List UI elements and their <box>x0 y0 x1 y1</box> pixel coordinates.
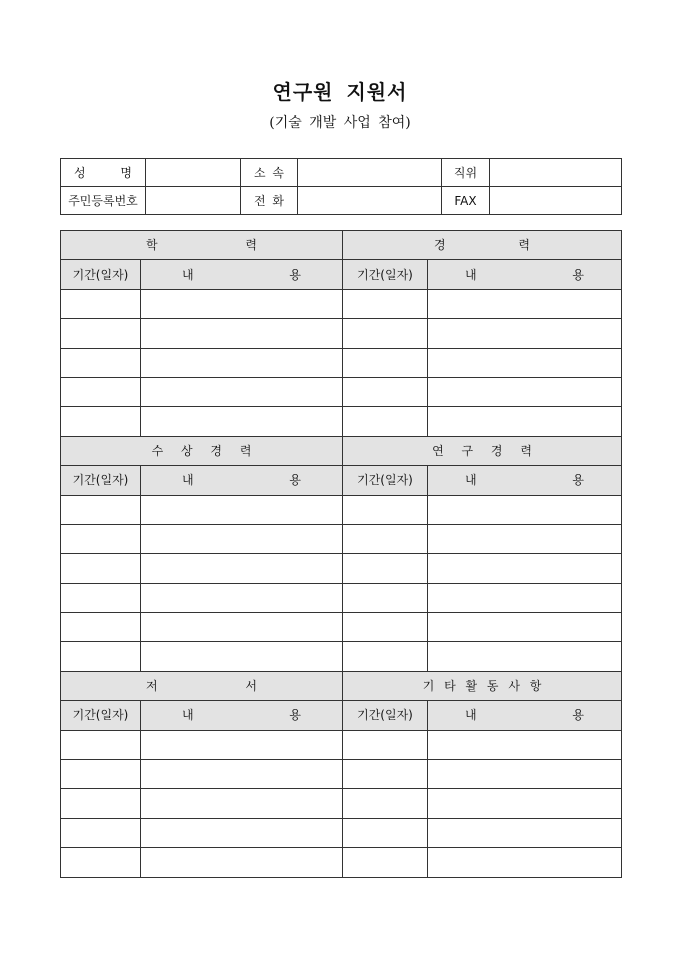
research-content-cell[interactable] <box>428 554 622 583</box>
other-activities-content-cell[interactable] <box>428 818 622 847</box>
career-content-cell[interactable] <box>428 289 622 318</box>
content-column-header: 내 용 <box>141 260 343 289</box>
table-row <box>61 407 622 436</box>
awards-period-cell[interactable] <box>61 554 141 583</box>
section-header-row <box>61 671 622 700</box>
awards-period-cell[interactable] <box>61 524 141 553</box>
position-label: 직위 <box>442 159 490 187</box>
publications-content-cell[interactable] <box>141 848 343 877</box>
table-row <box>61 760 622 789</box>
table-row <box>61 818 622 847</box>
career-content-cell[interactable] <box>428 319 622 348</box>
column-header-row <box>61 466 622 495</box>
education-content-cell[interactable] <box>141 289 343 318</box>
other-activities-period-cell[interactable] <box>343 760 428 789</box>
resident-id-field[interactable] <box>146 187 241 215</box>
awards-section-title: 수 상 경 력 <box>61 436 343 465</box>
table-row <box>61 524 622 553</box>
awards-content-cell[interactable] <box>141 495 343 524</box>
position-field[interactable] <box>490 159 622 187</box>
research-content-cell[interactable] <box>428 524 622 553</box>
publications-period-cell[interactable] <box>61 730 141 759</box>
publications-section-title: 저 서 <box>61 671 343 700</box>
research-content-cell[interactable] <box>428 613 622 642</box>
education-period-cell[interactable] <box>61 377 141 406</box>
table-row <box>61 642 622 671</box>
other-activities-content-cell[interactable] <box>428 848 622 877</box>
education-section-title: 학 력 <box>61 231 343 260</box>
other-activities-period-cell[interactable] <box>343 848 428 877</box>
column-header-row <box>61 260 622 289</box>
education-period-cell[interactable] <box>61 348 141 377</box>
period-column-header: 기간(일자) <box>343 466 428 495</box>
publications-period-cell[interactable] <box>61 848 141 877</box>
career-section-title: 경 력 <box>343 231 622 260</box>
education-content-cell[interactable] <box>141 348 343 377</box>
period-column-header: 기간(일자) <box>343 701 428 730</box>
research-section-title: 연 구 경 력 <box>343 436 622 465</box>
career-content-cell[interactable] <box>428 377 622 406</box>
table-row <box>61 789 622 818</box>
research-period-cell[interactable] <box>343 642 428 671</box>
career-period-cell[interactable] <box>343 377 428 406</box>
education-period-cell[interactable] <box>61 319 141 348</box>
research-period-cell[interactable] <box>343 613 428 642</box>
column-header-row <box>61 701 622 730</box>
research-period-cell[interactable] <box>343 554 428 583</box>
content-column-header: 내 용 <box>428 466 622 495</box>
career-content-cell[interactable] <box>428 348 622 377</box>
awards-period-cell[interactable] <box>61 642 141 671</box>
content-column-header: 내 용 <box>428 701 622 730</box>
resident-id-label: 주민등록번호 <box>61 187 146 215</box>
publications-content-cell[interactable] <box>141 789 343 818</box>
publications-period-cell[interactable] <box>61 818 141 847</box>
career-period-cell[interactable] <box>343 348 428 377</box>
info-row <box>61 159 622 187</box>
awards-content-cell[interactable] <box>141 583 343 612</box>
research-period-cell[interactable] <box>343 583 428 612</box>
other-activities-content-cell[interactable] <box>428 789 622 818</box>
education-period-cell[interactable] <box>61 289 141 318</box>
research-content-cell[interactable] <box>428 583 622 612</box>
other-activities-period-cell[interactable] <box>343 730 428 759</box>
table-row <box>61 848 622 877</box>
research-content-cell[interactable] <box>428 495 622 524</box>
table-row <box>61 348 622 377</box>
affiliation-label: 소 속 <box>241 159 298 187</box>
education-content-cell[interactable] <box>141 407 343 436</box>
awards-content-cell[interactable] <box>141 524 343 553</box>
publications-content-cell[interactable] <box>141 760 343 789</box>
awards-period-cell[interactable] <box>61 495 141 524</box>
fax-label: FAX <box>442 187 490 215</box>
other-activities-period-cell[interactable] <box>343 789 428 818</box>
period-column-header: 기간(일자) <box>343 260 428 289</box>
awards-period-cell[interactable] <box>61 613 141 642</box>
table-row <box>61 554 622 583</box>
applicant-info-table <box>60 158 622 215</box>
content-column-header: 내 용 <box>428 260 622 289</box>
publications-content-cell[interactable] <box>141 818 343 847</box>
table-row <box>61 583 622 612</box>
period-column-header: 기간(일자) <box>61 466 141 495</box>
awards-period-cell[interactable] <box>61 583 141 612</box>
fax-field[interactable] <box>490 187 622 215</box>
affiliation-field[interactable] <box>298 159 442 187</box>
awards-content-cell[interactable] <box>141 642 343 671</box>
other-activities-content-cell[interactable] <box>428 760 622 789</box>
content-column-header: 내 용 <box>141 701 343 730</box>
period-column-header: 기간(일자) <box>61 701 141 730</box>
table-row <box>61 613 622 642</box>
info-row <box>61 187 622 215</box>
publications-content-cell[interactable] <box>141 730 343 759</box>
career-content-cell[interactable] <box>428 407 622 436</box>
name-label: 성 명 <box>61 159 146 187</box>
career-period-cell[interactable] <box>343 289 428 318</box>
phone-label: 전 화 <box>241 187 298 215</box>
research-period-cell[interactable] <box>343 495 428 524</box>
awards-content-cell[interactable] <box>141 554 343 583</box>
research-period-cell[interactable] <box>343 524 428 553</box>
other-activities-period-cell[interactable] <box>343 818 428 847</box>
table-row <box>61 289 622 318</box>
publications-period-cell[interactable] <box>61 760 141 789</box>
career-period-cell[interactable] <box>343 319 428 348</box>
period-column-header: 기간(일자) <box>61 260 141 289</box>
education-content-cell[interactable] <box>141 319 343 348</box>
education-period-cell[interactable] <box>61 407 141 436</box>
table-row <box>61 495 622 524</box>
awards-content-cell[interactable] <box>141 613 343 642</box>
section-header-row <box>61 436 622 465</box>
other-activities-section-title: 기 타 활 동 사 항 <box>343 671 622 700</box>
name-field[interactable] <box>146 159 241 187</box>
publications-period-cell[interactable] <box>61 789 141 818</box>
table-row <box>61 319 622 348</box>
section-header-row <box>61 231 622 260</box>
research-content-cell[interactable] <box>428 642 622 671</box>
education-content-cell[interactable] <box>141 377 343 406</box>
table-row <box>61 377 622 406</box>
content-column-header: 내 용 <box>141 466 343 495</box>
other-activities-content-cell[interactable] <box>428 730 622 759</box>
document-title: 연구원 지원서 <box>272 80 408 104</box>
table-row <box>61 730 622 759</box>
history-table <box>60 230 622 878</box>
phone-field[interactable] <box>298 187 442 215</box>
document-subtitle: (기술 개발 사업 참여) <box>269 115 411 131</box>
career-period-cell[interactable] <box>343 407 428 436</box>
